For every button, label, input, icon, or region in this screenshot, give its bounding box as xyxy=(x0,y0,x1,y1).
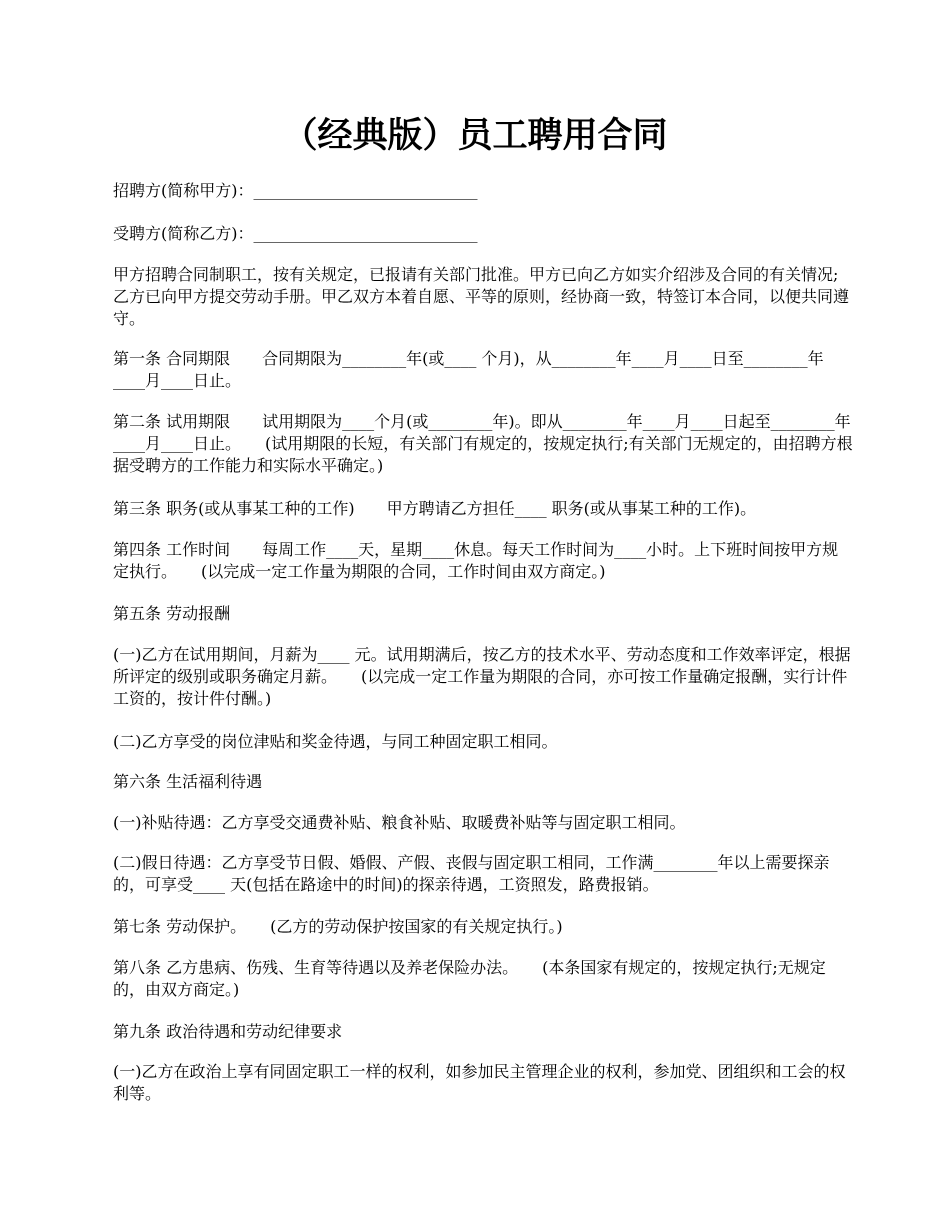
document-title: （经典版）员工聘用合同 xyxy=(282,116,668,156)
employer-line: 招聘方(简称甲方)：____________________________ xyxy=(113,181,478,200)
article-6-item-2: (二)假日待遇：乙方享受节日假、婚假、产假、丧假与固定职工相同，工作满________年以上需要探亲的，可享受____ 天(包括在路途中的时间)的探亲待遇，工资照发，路费报销。 xyxy=(113,853,830,894)
article-9-item-1: (一)乙方在政治上享有同固定职工一样的权利，如参加民主管理企业的权利，参加党、团组织和工会的权利等。 xyxy=(113,1062,846,1103)
article-5-item-2: (二)乙方享受的岗位津贴和奖金待遇，与同工种固定职工相同。 xyxy=(113,732,558,751)
article-4-paragraph: 第四条 工作时间 每周工作____天，星期____休息。每天工作时间为____小时。上下班时间按甲方规定执行。 (以完成一定工作量为期限的合同，工作时间由双方商定。) xyxy=(113,540,839,581)
article-9-heading: 第九条 政治待遇和劳动纪律要求 xyxy=(113,1022,343,1041)
article-6-item-1: (一)补贴待遇：乙方享受交通费补贴、粮食补贴、取暖费补贴等与固定职工相同。 xyxy=(113,813,686,832)
article-8-paragraph: 第八条 乙方患病、伤残、生育等待遇以及养老保险办法。 (本条国家有规定的，按规定执行;无规定的，由双方商定。) xyxy=(113,958,826,999)
article-1-paragraph: 第一条 合同期限 合同期限为________年(或____ 个月)，从________年____月____日至________年____月____日止。 xyxy=(113,349,824,390)
employee-line: 受聘方(简称乙方)：____________________________ xyxy=(113,224,478,243)
article-5-item-1: (一)乙方在试用期间，月薪为____ 元。试用期满后，按乙方的技术水平、劳动态度和工作效率评定，根据所评定的级别或职务确定月薪。 (以完成一定工作量为期限的合同，亦可按工作量确定报酬，实行计件工资的，按计件付酬。) xyxy=(113,645,851,708)
preamble-paragraph: 甲方招聘合同制职工，按有关规定，已报请有关部门批准。甲方已向乙方如实介绍涉及合同的有关情况;乙方已向甲方提交劳动手册。甲乙双方本着自愿、平等的原则，经协商一致，特签订本合同，以便共同遵守。 xyxy=(113,265,850,328)
article-6-heading: 第六条 生活福利待遇 xyxy=(113,772,263,791)
article-2-paragraph: 第二条 试用期限 试用期限为____个月(或________年)。即从________年____月____日起至________年____月____日止。 (试用期限的长短，有关部门有规定的，按规定执行;有关部门无规定的，由招聘方根据受聘方的工作能力和实际水平确定。) xyxy=(113,412,853,475)
article-3-paragraph: 第三条 职务(或从事某工种的工作) 甲方聘请乙方担任____ 职务(或从事某工种的工作)。 xyxy=(113,499,757,518)
article-5-heading: 第五条 劳动报酬 xyxy=(113,604,231,623)
article-7-paragraph: 第七条 劳动保护。 (乙方的劳动保护按国家的有关规定执行。) xyxy=(113,917,563,936)
